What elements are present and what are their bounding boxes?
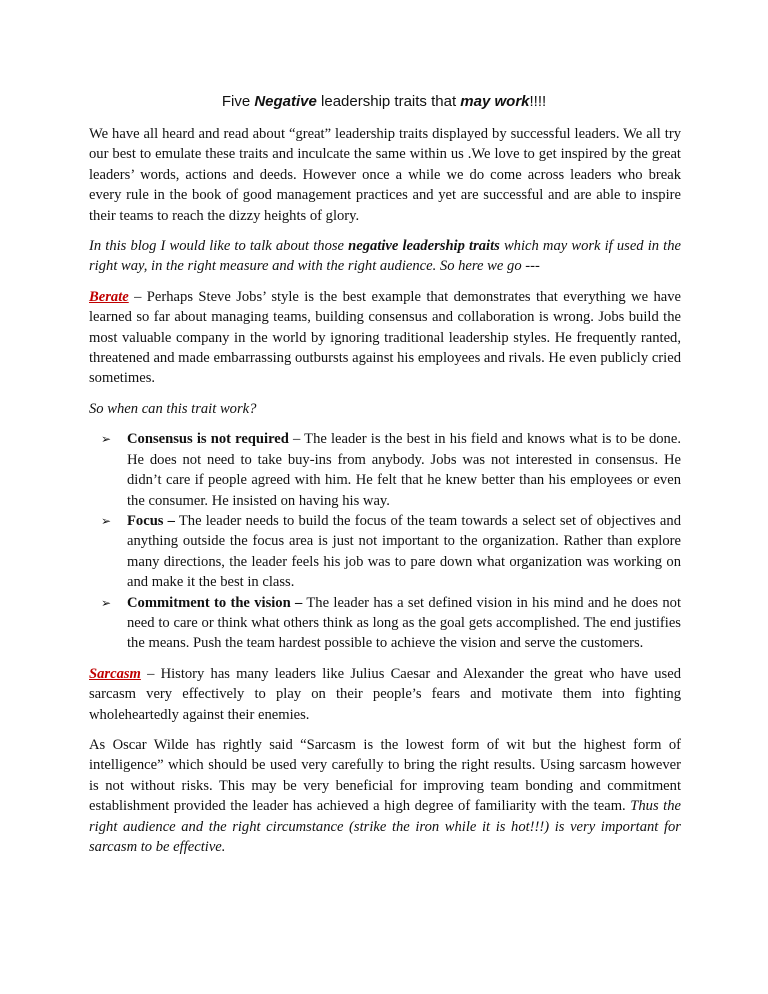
title-may-work: may work — [460, 93, 530, 110]
blog-intro-after: which may work if used in the right way, in the right measure and with the right audience. So here we go --- — [89, 238, 681, 275]
sarcasm-label: Sarcasm — [89, 665, 141, 682]
arrow-bullet-icon: ➢ — [101, 513, 112, 528]
blog-intro-bold: negative leadership traits — [348, 238, 500, 255]
closing-text: As Oscar Wilde has rightly said “Sarcasm is the lowest form of wit but the highest form of intelligence” which should be used very carefully to bring the right results. Using sarcasm however is not without risks. This may be very beneficial for improving team bonding and commitment establishment provided the leader has achieved a high degree of familiarity with the team. — [89, 736, 681, 815]
arrow-bullet-icon: ➢ — [101, 595, 112, 610]
closing-paragraph — [89, 735, 681, 857]
bullet-title: Commitment to the vision – — [127, 594, 303, 611]
trait-bullet-list — [89, 429, 681, 653]
bullet-text: – The leader is the best in his field and knows what is to be done. He does not need to take buy-ins from anybody. Jobs was not interested in consensus. He didn’t care if people agreed with him. He felt that he knew better than his employees or even the consumer. He insisted on having his way. — [127, 431, 681, 509]
bullet-text: The leader needs to build the focus of the team towards a select set of objectives and anything outside the focus area is just not important to the organization. Rather than explore many directions, the leader feels his job was to pare down what organization was working on and make it the best in class. — [127, 512, 681, 591]
bullet-title: Focus – — [127, 512, 175, 529]
berate-label: Berate — [89, 288, 129, 305]
berate-paragraph — [89, 287, 681, 389]
page-title — [0, 93, 768, 110]
title-middle: leadership traits that — [316, 93, 461, 110]
intro-paragraph: We have all heard and read about “great” leadership traits displayed by successful leaders. We all try our best to emulate these traits and inculcate the same within us .We love to get inspired by the great leaders’ words, actions and deeds. However once a while we do come across leaders who break every rule in the book of good management practices and yet are successful and are able to inspire their teams to reach the dizzy heights of glory. — [89, 126, 681, 224]
document-body — [89, 124, 681, 867]
bullet-title: Consensus is not required — [127, 431, 289, 448]
blog-intro-before: In this blog I would like to talk about those — [89, 238, 349, 255]
arrow-bullet-icon: ➢ — [101, 432, 112, 447]
title-negative: Negative — [254, 93, 317, 110]
trait-question: So when can this trait work? — [89, 400, 257, 417]
berate-text: – Perhaps Steve Jobs’ style is the best example that demonstrates that everything we have learned so far about managing teams, building consensus and collaboration is wrong. Jobs build the most valuable company in the world by ignoring traditional leadership styles. He frequently ranted, threatened and made embarrassing outbursts against his employees and rivals. He even publicly cried sometimes. — [89, 288, 681, 387]
closing-italic: Thus the right audience and the right circumstance (strike the iron while it is hot!!!) is very important for sarcasm to be effective. — [89, 798, 681, 855]
title-prefix: Five — [221, 93, 255, 110]
bullet-text: The leader has a set defined vision in his mind and he does not need to care or think what others think as long as the goal gets accomplished. The end justifies the means. Push the team hardest possible to achieve the vision and serve the customers. — [127, 594, 681, 652]
list-item — [89, 593, 681, 654]
blog-intro — [89, 236, 681, 277]
list-item — [89, 429, 681, 511]
sarcasm-paragraph — [89, 664, 681, 725]
list-item — [89, 511, 681, 593]
title-suffix: !!!! — [529, 93, 547, 110]
sarcasm-text: – History has many leaders like Julius Caesar and Alexander the great who have used sarcasm very effectively to play on their people’s fears and motivate them into fighting wholeheartedly against their enemies. — [89, 665, 681, 723]
